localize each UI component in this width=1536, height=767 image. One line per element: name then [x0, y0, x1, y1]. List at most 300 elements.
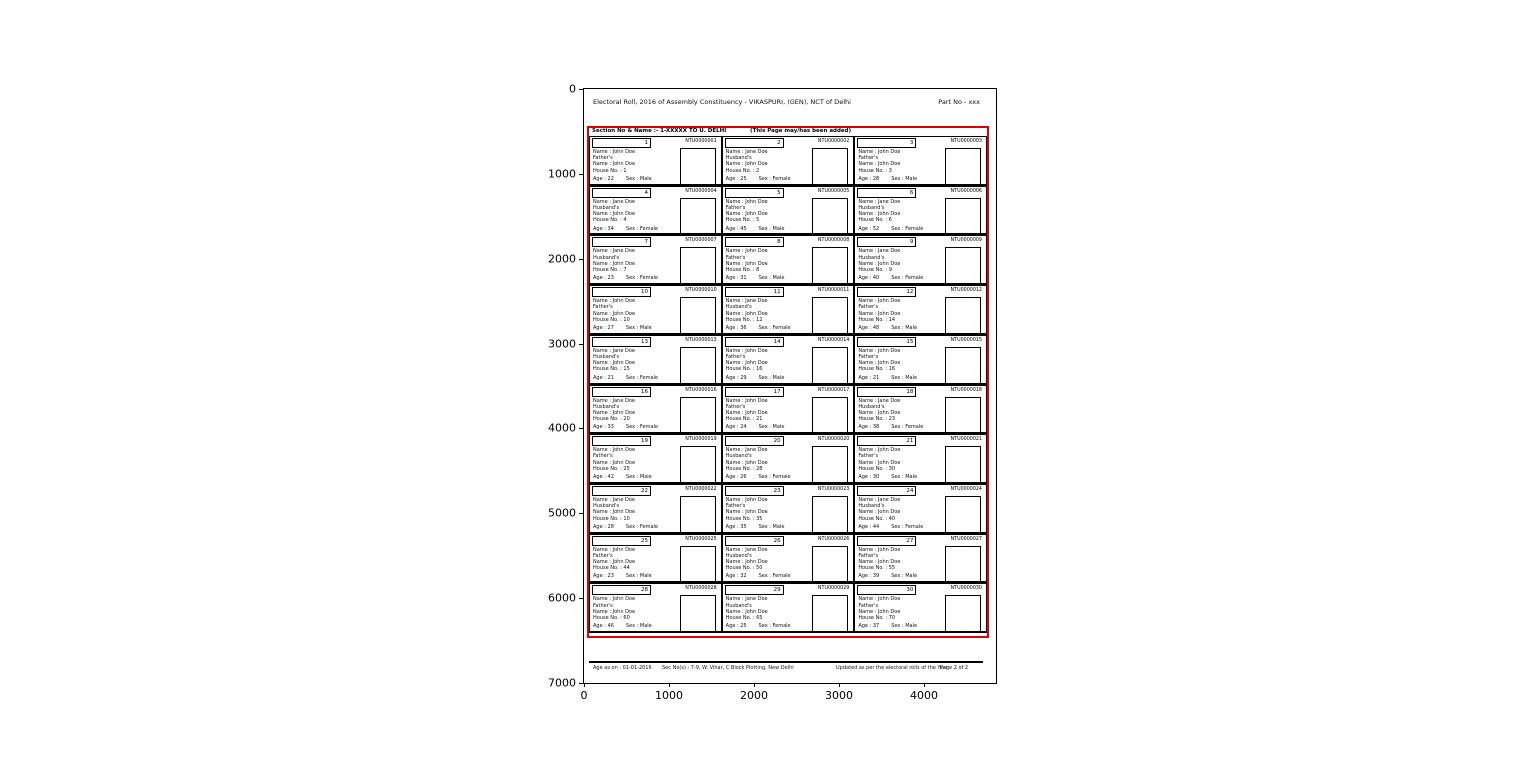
voter-age-sex-line	[858, 325, 942, 331]
voter-relation-name-line: Name : John Doe	[858, 459, 901, 466]
voter-relation-label: Husband's	[725, 155, 752, 162]
voter-house-line: House No. : 65	[725, 614, 763, 621]
voter-name-line: Name : Jane Doe	[725, 149, 768, 155]
voter-details	[593, 248, 677, 281]
voter-serial: 17	[773, 388, 781, 395]
voter-serial: 8	[777, 239, 781, 246]
voter-card	[722, 434, 855, 484]
voter-relation-label: Husband's	[593, 354, 620, 360]
voter-house-line: House No. : 44	[593, 565, 630, 572]
voter-sex: Sex : Male	[891, 324, 918, 331]
voter-relation-label: Husband's	[858, 254, 885, 261]
voter-serial: 20	[773, 438, 781, 445]
x-tick-mark	[924, 683, 925, 687]
voter-age: Age : 34	[593, 225, 614, 232]
voter-relation-label: Husband's	[725, 304, 752, 311]
voter-card	[854, 235, 987, 285]
voter-details	[726, 596, 810, 629]
voter-relation-label: Husband's	[593, 254, 620, 261]
voter-sex: Sex : Male	[625, 175, 652, 182]
voter-photo-box	[680, 397, 716, 434]
voter-card	[854, 335, 987, 385]
voter-serial: 14	[773, 338, 781, 345]
voter-sex: Sex : Female	[891, 424, 924, 431]
voter-epic-id: NTU0000030	[950, 586, 982, 592]
voter-serial: 13	[641, 338, 648, 345]
voter-card	[589, 484, 722, 534]
voter-epic-id: NTU0000008	[817, 238, 850, 244]
voter-serial: 15	[906, 338, 914, 345]
voter-age: Age : 39	[858, 573, 880, 580]
voter-card	[854, 385, 987, 435]
red-annotation-box	[587, 126, 989, 638]
voter-serial-box	[857, 188, 916, 198]
voter-relation-label: Husband's	[593, 503, 620, 510]
voter-age-sex-line	[726, 573, 810, 579]
voter-card	[722, 186, 855, 236]
voter-house-line: House No. : 15	[593, 366, 630, 373]
voter-serial: 9	[909, 239, 914, 246]
voter-name-line: Name : Jane Doe	[725, 596, 768, 603]
voter-serial: 16	[641, 388, 648, 395]
voter-relation-name-line: Name : John Doe	[858, 310, 901, 317]
voter-photo-box	[945, 198, 981, 235]
voter-photo-box	[680, 496, 716, 533]
voter-epic-id: NTU0000009	[950, 238, 982, 244]
y-tick-label: 6000	[548, 591, 576, 605]
voter-details	[726, 398, 810, 431]
voter-epic-id: NTU0000023	[817, 486, 850, 492]
voter-photo-box	[812, 347, 848, 384]
voter-age: Age : 25	[725, 623, 747, 630]
voter-epic-id: NTU0000025	[685, 536, 717, 542]
voter-serial-box	[592, 387, 651, 397]
voter-card	[589, 534, 722, 584]
voter-sex: Sex : Female	[625, 424, 658, 431]
voter-name-line: Name : John Doe	[725, 248, 768, 255]
voter-card	[854, 583, 987, 633]
voter-photo-box	[680, 297, 716, 334]
voter-epic-id: NTU0000020	[817, 437, 850, 443]
voter-house-line: House No. : 6	[858, 217, 892, 224]
voter-name-line: Name : John Doe	[858, 347, 901, 354]
voter-photo-box	[945, 247, 981, 284]
voter-age: Age : 44	[858, 523, 880, 530]
voter-relation-name-line: Name : John Doe	[725, 360, 768, 367]
footer-divider	[589, 661, 983, 663]
voter-house-line: House No. : 3	[858, 167, 892, 174]
voter-serial-box	[857, 387, 916, 397]
voter-relation-label: Father's	[858, 552, 879, 559]
voter-age-sex-line	[726, 325, 810, 331]
x-tick-mark	[754, 683, 755, 687]
voter-sex: Sex : Female	[891, 275, 924, 282]
voter-epic-id: NTU0000019	[685, 437, 717, 443]
voter-name-line: Name : Jane Doe	[725, 298, 768, 305]
voter-epic-id: NTU0000026	[817, 536, 850, 542]
voter-serial-box	[592, 486, 651, 496]
voter-card	[854, 534, 987, 584]
voter-name-line: Name : John Doe	[593, 298, 636, 305]
voter-relation-name-line: Name : John Doe	[593, 310, 636, 317]
voter-age-sex-line	[593, 226, 677, 232]
voter-name-line: Name : Jane Doe	[593, 248, 635, 255]
voter-card	[854, 484, 987, 534]
voter-relation-name-line: Name : John Doe	[593, 161, 636, 168]
voter-serial-box	[857, 536, 916, 546]
voter-relation-label: Father's	[593, 453, 613, 460]
voter-sex: Sex : Female	[625, 225, 658, 232]
voter-photo-box	[945, 297, 981, 334]
voter-serial: 11	[773, 289, 781, 296]
voter-card	[589, 136, 722, 186]
voter-card	[589, 285, 722, 335]
voter-card	[722, 335, 855, 385]
voter-age: Age : 23	[593, 573, 614, 580]
voter-epic-id: NTU0000005	[817, 188, 850, 194]
voter-house-line: House No. : 16	[725, 366, 763, 373]
voter-photo-box	[812, 297, 848, 334]
voter-house-line: House No. : 23	[858, 416, 896, 423]
voter-epic-id: NTU0000013	[685, 337, 717, 343]
voter-photo-box	[812, 198, 848, 235]
voter-photo-box	[680, 595, 716, 632]
voter-age: Age : 28	[593, 523, 614, 530]
voter-serial-box	[592, 188, 651, 198]
voter-details	[726, 348, 810, 381]
voter-serial: 1	[644, 140, 648, 146]
voter-name-line: Name : John Doe	[725, 347, 768, 354]
voter-age-sex-line	[858, 573, 942, 579]
voter-house-line: House No. : 12	[725, 316, 763, 323]
voter-serial-box	[857, 337, 916, 347]
electoral-roll-page	[584, 89, 996, 683]
voter-epic-id: NTU0000011	[817, 288, 850, 294]
voter-details	[858, 547, 942, 580]
voter-details	[858, 298, 942, 331]
voter-age-sex-line	[593, 524, 677, 530]
voter-relation-name-line: Name : John Doe	[858, 161, 901, 168]
voter-card	[589, 186, 722, 236]
voter-age-sex-line	[858, 524, 942, 530]
x-tick-mark	[839, 683, 840, 687]
voter-age: Age : 48	[858, 324, 880, 331]
voter-age: Age : 36	[725, 324, 747, 331]
page-header-part-no: Part No - xxx	[938, 98, 980, 106]
voter-relation-name-line: Name : John Doe	[725, 260, 768, 267]
voter-relation-label: Husband's	[725, 552, 752, 559]
voter-age-sex-line	[593, 573, 677, 579]
voter-relation-name-line: Name : John Doe	[725, 459, 768, 466]
voter-relation-label: Father's	[858, 304, 879, 311]
voter-age-sex-line	[593, 325, 677, 331]
voter-age: Age : 31	[725, 275, 747, 282]
voter-serial-box	[725, 585, 784, 595]
voter-photo-box	[945, 347, 981, 384]
voter-relation-name-line: Name : John Doe	[725, 409, 768, 416]
voter-epic-id: NTU0000017	[817, 387, 850, 393]
voter-card	[589, 385, 722, 435]
voter-house-line: House No. : 40	[858, 515, 896, 522]
voter-card	[722, 534, 855, 584]
voter-name-line: Name : Jane Doe	[725, 447, 768, 454]
voter-relation-name-line: Name : John Doe	[858, 409, 901, 416]
voter-relation-label: Father's	[593, 304, 613, 311]
voter-details	[858, 348, 942, 381]
voter-age-sex-line	[858, 424, 942, 430]
y-tick-label: 0	[569, 82, 576, 96]
voter-card	[589, 235, 722, 285]
voter-photo-box	[680, 198, 716, 235]
section-header	[592, 128, 985, 136]
voter-card	[854, 186, 987, 236]
voter-details	[858, 248, 942, 281]
voter-serial-box	[592, 536, 651, 546]
section-name-label: Section No & Name :- 1-XXXXX TO U. DELHI	[592, 128, 727, 134]
voter-name-line: Name : Jane Doe	[593, 347, 635, 354]
voter-age-sex-line	[726, 176, 810, 182]
voter-epic-id: NTU0000022	[685, 486, 717, 492]
voter-sex: Sex : Male	[891, 623, 918, 630]
voter-photo-box	[680, 148, 716, 185]
voter-details	[593, 149, 677, 182]
voter-details	[858, 497, 942, 530]
voter-relation-label: Husband's	[725, 453, 752, 460]
voter-age: Age : 22	[593, 175, 614, 182]
voter-relation-name-line: Name : John Doe	[593, 608, 636, 615]
voter-epic-id: NTU0000012	[950, 288, 982, 294]
voter-house-line: House No. : 35	[725, 515, 763, 522]
voter-relation-name-line: Name : John Doe	[858, 211, 901, 218]
voter-relation-label: Father's	[593, 552, 613, 559]
voter-age: Age : 45	[725, 225, 747, 232]
voter-relation-label: Husband's	[858, 403, 885, 410]
voter-details	[593, 199, 677, 232]
voter-age: Age : 26	[725, 474, 747, 480]
voter-serial-box	[857, 436, 916, 446]
voter-house-line: House No. : 14	[858, 316, 896, 323]
voter-sex: Sex : Female	[625, 374, 658, 381]
voter-details	[858, 447, 942, 480]
voter-name-line: Name : John Doe	[593, 447, 636, 454]
voter-sex: Sex : Male	[758, 523, 785, 530]
voter-card	[722, 484, 855, 534]
voter-age-sex-line	[726, 375, 810, 381]
voter-sex: Sex : Female	[758, 324, 791, 331]
voter-relation-name-line: Name : John Doe	[725, 310, 768, 317]
voter-age-sex-line	[858, 623, 942, 629]
voter-name-line: Name : Jane Doe	[858, 496, 901, 503]
voter-age-sex-line	[858, 176, 942, 182]
voter-sex: Sex : Female	[891, 523, 924, 530]
voter-relation-label: Father's	[858, 453, 879, 460]
voter-name-line: Name : John Doe	[725, 198, 768, 205]
voter-card	[589, 583, 722, 633]
voter-age-sex-line	[593, 474, 677, 480]
voter-house-line: House No. : 70	[858, 614, 896, 621]
voter-relation-label: Father's	[725, 354, 746, 360]
y-tick-label: 3000	[548, 337, 576, 351]
voter-age: Age : 25	[725, 175, 747, 182]
voter-serial: 6	[909, 189, 914, 196]
voter-details	[593, 298, 677, 331]
voter-serial-box	[725, 536, 784, 546]
voter-serial-box	[592, 337, 651, 347]
voter-name-line: Name : Jane Doe	[593, 198, 635, 205]
voter-relation-label: Husband's	[858, 503, 885, 510]
voter-age-sex-line	[726, 275, 810, 281]
voter-details	[726, 547, 810, 580]
voter-epic-id: NTU0000016	[685, 387, 717, 393]
voter-serial: 10	[641, 289, 648, 296]
voter-serial-box	[857, 287, 916, 297]
voter-epic-id: NTU0000002	[817, 139, 850, 144]
voter-age: Age : 37	[858, 623, 880, 630]
voter-age: Age : 23	[593, 275, 614, 282]
voter-house-line: House No. : 30	[858, 465, 896, 472]
voter-photo-box	[680, 446, 716, 483]
voter-house-line: House No. : 10	[593, 515, 630, 522]
voter-details	[858, 398, 942, 431]
voter-name-line: Name : John Doe	[858, 149, 901, 155]
voter-relation-label: Father's	[725, 254, 746, 261]
voter-age: Age : 21	[858, 374, 880, 381]
y-tick-label: 5000	[548, 506, 576, 520]
voter-relation-name-line: Name : John Doe	[858, 260, 901, 267]
voter-age: Age : 21	[593, 374, 614, 381]
voter-photo-box	[812, 247, 848, 284]
voter-age: Age : 42	[593, 474, 614, 480]
voter-sex: Sex : Female	[625, 275, 658, 282]
voter-details	[726, 298, 810, 331]
voter-details	[726, 149, 810, 182]
x-tick-label: 3000	[825, 689, 853, 702]
voter-serial-box	[725, 138, 784, 148]
y-tick-mark	[579, 513, 583, 514]
voter-serial: 26	[773, 537, 781, 544]
voter-serial-box	[592, 585, 651, 595]
voter-sex: Sex : Male	[758, 374, 785, 381]
voter-relation-label: Husband's	[725, 602, 752, 609]
voter-relation-label: Father's	[593, 602, 613, 609]
x-tick-label: 4000	[910, 689, 938, 702]
voter-house-line: House No. : 16	[858, 366, 896, 373]
voter-serial: 5	[777, 189, 781, 196]
voter-serial: 2	[777, 140, 781, 146]
voter-relation-name-line: Name : John Doe	[858, 608, 901, 615]
voter-age: Age : 35	[725, 523, 747, 530]
voter-serial: 30	[906, 587, 914, 594]
voter-serial-box	[725, 237, 784, 247]
voter-house-line: House No. : 55	[858, 565, 896, 572]
voter-house-line: House No. : 2	[725, 167, 760, 174]
voter-photo-box	[945, 546, 981, 583]
voter-details	[858, 199, 942, 232]
y-tick-label: 4000	[548, 421, 576, 435]
voter-photo-box	[945, 148, 981, 185]
voter-serial-box	[857, 585, 916, 595]
voter-house-line: House No. : 50	[725, 565, 763, 572]
voter-serial: 27	[906, 537, 914, 544]
voter-photo-box	[812, 446, 848, 483]
voter-serial: 19	[641, 438, 648, 445]
voter-name-line: Name : Jane Doe	[858, 198, 901, 205]
voter-serial: 28	[641, 587, 648, 594]
voter-name-line: Name : John Doe	[858, 298, 901, 305]
voter-name-line: Name : John Doe	[858, 447, 901, 454]
voter-card	[722, 136, 855, 186]
voter-details	[726, 248, 810, 281]
voter-age-sex-line	[858, 474, 942, 480]
voter-details	[726, 447, 810, 480]
voter-relation-name-line: Name : John Doe	[593, 559, 636, 565]
voter-card	[854, 285, 987, 335]
voter-epic-id: NTU0000021	[950, 437, 982, 443]
voter-relation-label: Husband's	[858, 204, 885, 211]
voter-serial: 18	[906, 388, 914, 395]
voter-photo-box	[680, 546, 716, 583]
voter-epic-id: NTU0000003	[950, 139, 982, 144]
voter-age-sex-line	[858, 226, 942, 232]
voter-details	[593, 398, 677, 431]
voter-serial-box	[857, 486, 916, 496]
voter-photo-box	[945, 496, 981, 533]
voter-serial-box	[725, 287, 784, 297]
voter-epic-id: NTU0000014	[817, 337, 850, 343]
voter-name-line: Name : John Doe	[858, 546, 901, 553]
voter-photo-box	[812, 148, 848, 185]
voter-name-line: Name : Jane Doe	[858, 397, 901, 404]
footer-section-info: Sec No(s) : 7-9, W. Vihar, C Block Plotting, New Delhi	[662, 665, 794, 671]
y-tick-mark	[579, 344, 583, 345]
voter-epic-id: NTU0000027	[950, 536, 982, 542]
voter-sex: Sex : Male	[625, 623, 652, 630]
voter-serial-box	[592, 138, 651, 148]
voter-epic-id: NTU0000004	[685, 188, 717, 194]
voter-house-line: House No. : 21	[725, 416, 763, 423]
voter-relation-name-line: Name : John Doe	[593, 509, 636, 516]
footer-age-as-on: Age as on : 01-01-2016	[593, 665, 652, 671]
voter-sex: Sex : Male	[891, 175, 918, 182]
voter-sex: Sex : Female	[758, 175, 791, 182]
voter-relation-label: Father's	[725, 503, 746, 510]
voter-sex: Sex : Male	[891, 374, 918, 381]
voter-name-line: Name : John Doe	[593, 596, 636, 603]
voter-serial: 3	[909, 140, 914, 146]
voter-house-line: House No. : 25	[593, 465, 630, 472]
voter-name-line: Name : Jane Doe	[593, 496, 635, 503]
voter-sex: Sex : Female	[891, 225, 924, 232]
voter-serial-box	[725, 486, 784, 496]
voter-name-line: Name : Jane Doe	[593, 397, 635, 404]
voter-serial-box	[725, 436, 784, 446]
voter-sex: Sex : Male	[758, 424, 785, 431]
y-tick-mark	[579, 683, 583, 684]
voter-relation-label: Husband's	[593, 204, 620, 211]
voter-serial-box	[857, 237, 916, 247]
voter-relation-label: Father's	[725, 403, 746, 410]
voter-relation-label: Father's	[858, 354, 879, 360]
voter-relation-name-line: Name : John Doe	[858, 360, 901, 367]
voter-age-sex-line	[593, 623, 677, 629]
x-tick-mark	[669, 683, 670, 687]
voter-house-line: House No. : 28	[725, 465, 763, 472]
footer-roll-note: Updated as per the electoral rolls of the Year	[836, 665, 948, 671]
voter-relation-name-line: Name : John Doe	[725, 509, 768, 516]
voter-relation-name-line: Name : John Doe	[593, 360, 636, 367]
voter-epic-id: NTU0000028	[685, 586, 717, 592]
voter-photo-box	[680, 247, 716, 284]
